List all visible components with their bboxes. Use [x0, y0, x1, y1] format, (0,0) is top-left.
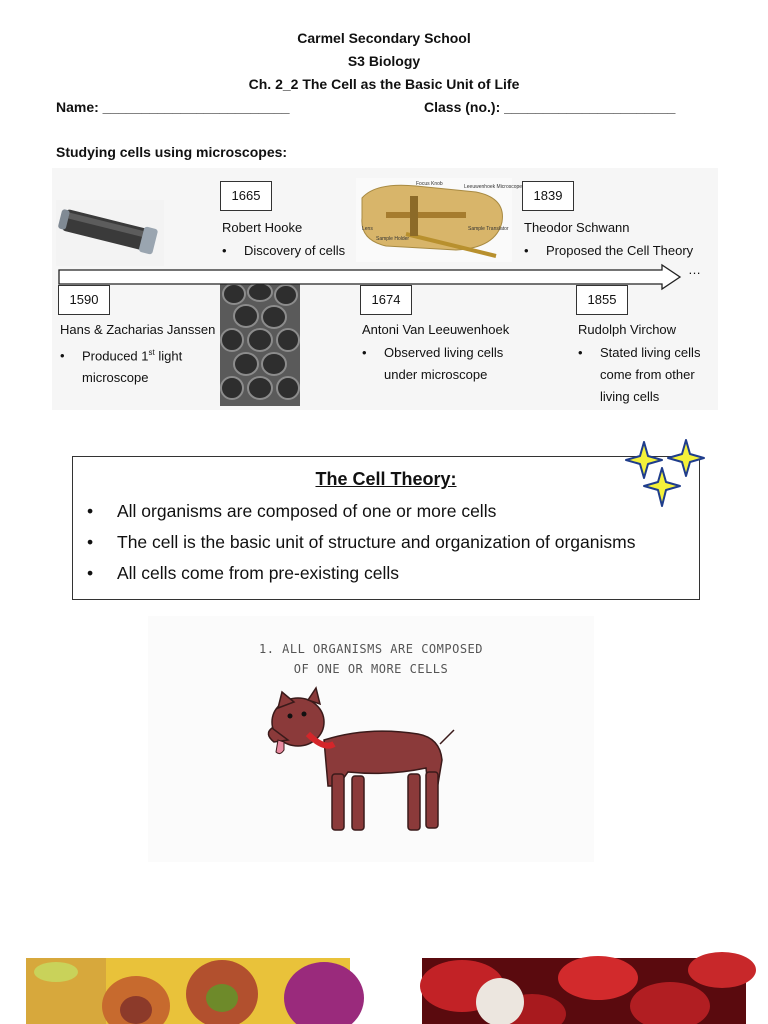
- timeline-ellipsis: …: [688, 262, 701, 277]
- leeuwenhoek-microscope-image: [356, 178, 523, 262]
- year-1839: 1839: [522, 181, 574, 211]
- cartoon-caption-line1: 1. ALL ORGANISMS ARE COMPOSED: [258, 642, 483, 656]
- cork-cells-image: [220, 282, 300, 406]
- label-leeuwenhoek: Leeuwenhoek Microscope: [464, 184, 523, 190]
- chapter-title: Ch. 2_2 The Cell as the Basic Unit of Life: [248, 76, 520, 92]
- class-field[interactable]: Class (no.): ______________________: [424, 99, 676, 115]
- dog-cartoon-panel: [148, 616, 594, 862]
- stars-decoration: [622, 436, 712, 516]
- cell-theory-box: [72, 456, 700, 600]
- year-1674: 1674: [360, 285, 412, 315]
- blood-cells-micrograph: [422, 958, 746, 1024]
- telescope-image: [56, 200, 164, 266]
- event-name-schwann: Theodor Schwann: [524, 220, 630, 235]
- event-name-virchow: Rudolph Virchow: [578, 322, 677, 337]
- cell-theory-item-2: • The cell is the basic unit of structure and organization of organisms: [87, 532, 636, 552]
- cartoon-caption-line2: OF ONE OR MORE CELLS: [293, 662, 449, 676]
- label-focus-knob: Focus Knob: [416, 181, 443, 187]
- cell-theory-title: The Cell Theory:: [315, 469, 457, 489]
- year-1665: 1665: [220, 181, 272, 211]
- event-name-leeuwenhoek: Antoni Van Leeuwenhoek: [362, 322, 510, 337]
- label-sample-translator: Sample Translator: [468, 226, 509, 232]
- event-bullet-virchow: • Stated living cells come from other living cells: [578, 345, 701, 404]
- event-bullet-hooke: • Discovery of cells: [222, 243, 346, 258]
- section-title: Studying cells using microscopes:: [56, 144, 288, 160]
- event-bullet-janssen: • Produced 1st light microscope: [60, 348, 183, 386]
- year-1590: 1590: [58, 285, 110, 315]
- year-1855: 1855: [576, 285, 628, 315]
- school-name: Carmel Secondary School: [297, 30, 471, 46]
- star-icon: [668, 440, 704, 476]
- dog-illustration: [268, 690, 458, 840]
- event-bullet-schwann: • Proposed the Cell Theory: [524, 243, 694, 258]
- event-name-janssen: Hans & Zacharias Janssen: [60, 322, 216, 337]
- event-bullet-leeuwenhoek: • Observed living cells under microscope: [362, 345, 504, 382]
- label-lens: Lens: [362, 226, 373, 232]
- cell-theory-item-3: • All cells come from pre-existing cells: [87, 563, 400, 583]
- cell-theory-item-1: • All organisms are composed of one or more cells: [87, 501, 497, 521]
- star-icon: [626, 442, 662, 478]
- event-name-hooke: Robert Hooke: [222, 220, 303, 235]
- subject-title: S3 Biology: [347, 53, 421, 69]
- plant-cells-micrograph: [26, 958, 350, 1024]
- label-sample-holder: Sample Holder: [376, 236, 410, 242]
- name-field[interactable]: Name: ________________________: [56, 99, 290, 115]
- star-icon: [644, 468, 680, 506]
